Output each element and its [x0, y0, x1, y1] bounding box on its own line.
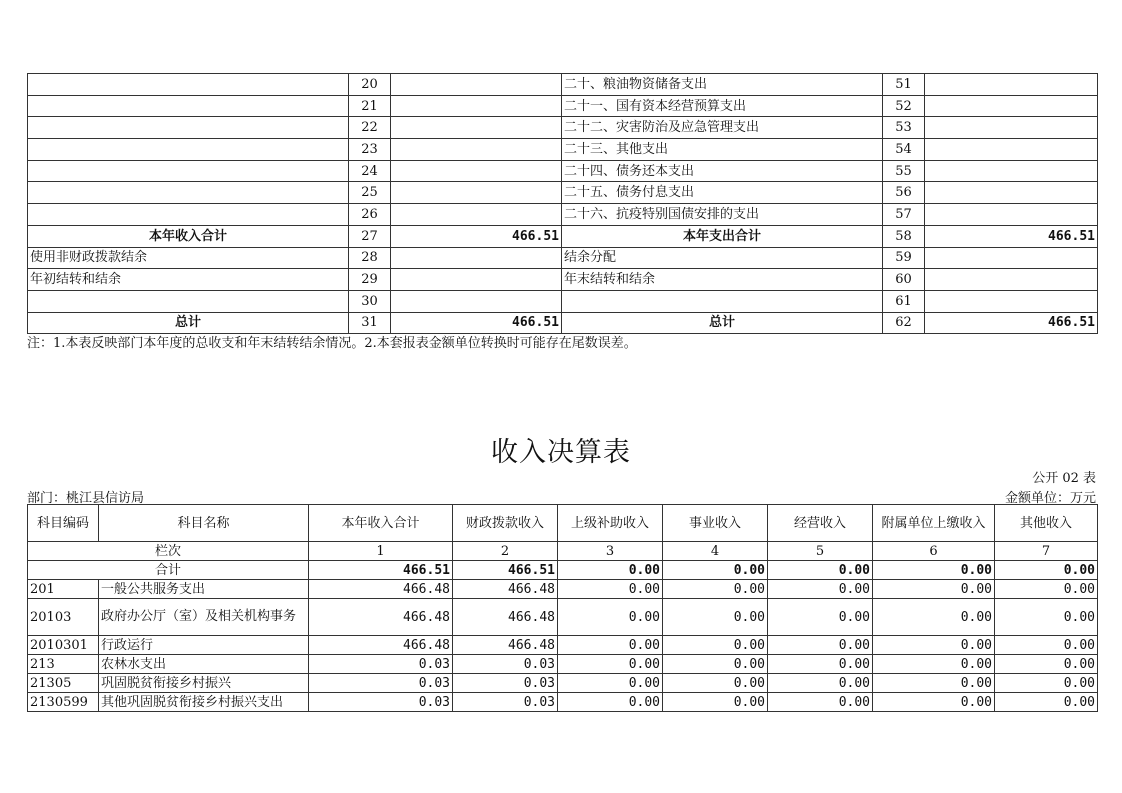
left-amount	[391, 182, 562, 204]
summary-row	[28, 290, 1098, 312]
left-line-no: 31	[349, 312, 391, 334]
amount-cell: 0.00	[873, 580, 995, 599]
subject-name: 巩固脱贫衔接乡村振兴	[99, 674, 309, 693]
left-label	[28, 160, 349, 182]
left-amount	[391, 74, 562, 96]
right-line-no: 51	[883, 74, 925, 96]
right-label: 二十三、其他支出	[562, 139, 883, 161]
column-number: 5	[768, 542, 873, 561]
subject-code: 201	[28, 580, 99, 599]
right-line-no: 62	[883, 312, 925, 334]
amount-cell: 0.00	[663, 580, 768, 599]
right-amount	[925, 139, 1098, 161]
total-label: 合计	[28, 561, 309, 580]
header-row	[28, 505, 1098, 542]
amount-cell: 0.00	[995, 655, 1098, 674]
right-label: 二十一、国有资本经营预算支出	[562, 95, 883, 117]
amount-cell: 466.48	[453, 599, 558, 636]
right-amount	[925, 290, 1098, 312]
left-line-no: 20	[349, 74, 391, 96]
right-line-no: 57	[883, 204, 925, 226]
total-value: 0.00	[995, 561, 1098, 580]
right-label: 二十五、债务付息支出	[562, 182, 883, 204]
left-label	[28, 204, 349, 226]
left-amount	[391, 247, 562, 269]
right-line-no: 61	[883, 290, 925, 312]
left-label: 年初结转和结余	[28, 269, 349, 291]
subject-name: 行政运行	[99, 636, 309, 655]
right-label: 二十六、抗疫特别国债安排的支出	[562, 204, 883, 226]
left-line-no: 26	[349, 204, 391, 226]
amount-cell: 0.00	[663, 693, 768, 712]
column-label: 栏次	[28, 542, 309, 561]
left-amount	[391, 160, 562, 182]
subject-name: 一般公共服务支出	[99, 580, 309, 599]
column-number: 6	[873, 542, 995, 561]
form-code: 公开 02 表	[1032, 471, 1096, 486]
subject-code: 213	[28, 655, 99, 674]
right-line-no: 52	[883, 95, 925, 117]
amount-cell: 0.03	[453, 674, 558, 693]
left-label	[28, 139, 349, 161]
right-line-no: 55	[883, 160, 925, 182]
summary-row	[28, 95, 1098, 117]
amount-cell: 0.03	[453, 655, 558, 674]
subject-code: 2130599	[28, 693, 99, 712]
amount-cell: 0.00	[873, 599, 995, 636]
department-label: 部门：桃江县信访局	[27, 491, 145, 506]
amount-cell: 0.03	[453, 693, 558, 712]
amount-cell: 0.00	[873, 674, 995, 693]
column-header: 科目编码	[28, 505, 99, 542]
right-line-no: 56	[883, 182, 925, 204]
amount-cell: 0.00	[558, 655, 663, 674]
table-note: 注：1.本表反映部门本年度的总收支和年末结转结余情况。2.本套报表金额单位转换时可能存在尾数误差。	[27, 336, 637, 351]
left-line-no: 24	[349, 160, 391, 182]
table-row	[28, 599, 1098, 636]
table-row	[28, 636, 1098, 655]
amount-cell: 0.00	[768, 580, 873, 599]
subject-name: 政府办公厅（室）及相关机构事务	[99, 599, 309, 636]
amount-cell: 0.00	[768, 693, 873, 712]
right-line-no: 54	[883, 139, 925, 161]
amount-cell: 0.00	[995, 636, 1098, 655]
total-value: 0.00	[873, 561, 995, 580]
amount-cell: 0.00	[873, 655, 995, 674]
column-header: 附属单位上缴收入	[873, 505, 995, 542]
table-row	[28, 674, 1098, 693]
left-label	[28, 182, 349, 204]
left-amount	[391, 139, 562, 161]
column-header: 经营收入	[768, 505, 873, 542]
column-header: 上级补助收入	[558, 505, 663, 542]
subject-code: 2010301	[28, 636, 99, 655]
subject-code: 20103	[28, 599, 99, 636]
left-label	[28, 95, 349, 117]
summary-row	[28, 312, 1098, 334]
left-label: 使用非财政拨款结余	[28, 247, 349, 269]
amount-cell: 0.00	[663, 636, 768, 655]
left-amount	[391, 117, 562, 139]
right-line-no: 58	[883, 225, 925, 247]
right-line-no: 59	[883, 247, 925, 269]
left-amount	[391, 204, 562, 226]
total-value: 0.00	[558, 561, 663, 580]
amount-cell: 466.48	[309, 636, 453, 655]
table-row	[28, 655, 1098, 674]
table-row	[28, 693, 1098, 712]
amount-cell: 0.00	[558, 693, 663, 712]
total-value: 0.00	[768, 561, 873, 580]
unit-label: 金额单位：万元	[1004, 491, 1096, 506]
right-label: 总计	[562, 312, 883, 334]
right-line-no: 60	[883, 269, 925, 291]
column-number: 2	[453, 542, 558, 561]
summary-row	[28, 160, 1098, 182]
subject-name: 农林水支出	[99, 655, 309, 674]
column-number-row	[28, 542, 1098, 561]
amount-cell: 466.48	[309, 580, 453, 599]
left-line-no: 27	[349, 225, 391, 247]
left-label	[28, 117, 349, 139]
right-label: 本年支出合计	[562, 225, 883, 247]
left-line-no: 21	[349, 95, 391, 117]
amount-cell: 466.48	[453, 580, 558, 599]
amount-cell: 0.00	[873, 693, 995, 712]
summary-row	[28, 269, 1098, 291]
summary-row	[28, 139, 1098, 161]
left-label: 总计	[28, 312, 349, 334]
left-amount	[391, 269, 562, 291]
amount-cell: 0.00	[558, 636, 663, 655]
column-header: 本年收入合计	[309, 505, 453, 542]
right-amount	[925, 269, 1098, 291]
right-label	[562, 290, 883, 312]
total-value: 466.51	[453, 561, 558, 580]
right-amount	[925, 204, 1098, 226]
right-amount	[925, 247, 1098, 269]
amount-cell: 0.00	[768, 674, 873, 693]
subject-name: 其他巩固脱贫衔接乡村振兴支出	[99, 693, 309, 712]
column-header: 其他收入	[995, 505, 1098, 542]
summary-row	[28, 74, 1098, 96]
right-amount	[925, 160, 1098, 182]
amount-cell: 0.00	[663, 655, 768, 674]
amount-cell: 0.03	[309, 655, 453, 674]
column-number: 4	[663, 542, 768, 561]
right-label: 二十四、债务还本支出	[562, 160, 883, 182]
right-amount	[925, 182, 1098, 204]
amount-cell: 466.48	[309, 599, 453, 636]
right-label: 年末结转和结余	[562, 269, 883, 291]
amount-cell: 0.00	[995, 674, 1098, 693]
right-label: 结余分配	[562, 247, 883, 269]
table-row	[28, 580, 1098, 599]
amount-cell: 0.00	[768, 655, 873, 674]
left-amount: 466.51	[391, 312, 562, 334]
amount-cell: 0.00	[768, 636, 873, 655]
subject-code: 21305	[28, 674, 99, 693]
left-line-no: 30	[349, 290, 391, 312]
summary-row	[28, 117, 1098, 139]
left-amount: 466.51	[391, 225, 562, 247]
summary-row	[28, 204, 1098, 226]
right-label: 二十二、灾害防治及应急管理支出	[562, 117, 883, 139]
amount-cell: 0.00	[558, 599, 663, 636]
total-value: 466.51	[309, 561, 453, 580]
left-line-no: 29	[349, 269, 391, 291]
right-amount	[925, 74, 1098, 96]
left-line-no: 22	[349, 117, 391, 139]
amount-cell: 0.03	[309, 674, 453, 693]
amount-cell: 0.00	[663, 599, 768, 636]
amount-cell: 0.00	[768, 599, 873, 636]
summary-row	[28, 247, 1098, 269]
column-number: 7	[995, 542, 1098, 561]
left-amount	[391, 290, 562, 312]
page-title: 收入决算表	[491, 437, 631, 468]
left-label	[28, 290, 349, 312]
amount-cell: 0.00	[995, 599, 1098, 636]
summary-row	[28, 225, 1098, 247]
left-line-no: 23	[349, 139, 391, 161]
amount-cell: 466.48	[453, 636, 558, 655]
total-row	[28, 561, 1098, 580]
column-number: 1	[309, 542, 453, 561]
right-label: 二十、粮油物资储备支出	[562, 74, 883, 96]
column-header: 事业收入	[663, 505, 768, 542]
amount-cell: 0.00	[663, 674, 768, 693]
left-amount	[391, 95, 562, 117]
summary-row	[28, 182, 1098, 204]
right-amount: 466.51	[925, 312, 1098, 334]
income-table	[27, 504, 1098, 712]
left-label: 本年收入合计	[28, 225, 349, 247]
right-amount	[925, 117, 1098, 139]
right-amount	[925, 95, 1098, 117]
amount-cell: 0.00	[558, 580, 663, 599]
amount-cell: 0.00	[873, 636, 995, 655]
amount-cell: 0.00	[995, 580, 1098, 599]
amount-cell: 0.00	[995, 693, 1098, 712]
summary-table	[27, 73, 1098, 334]
column-header: 科目名称	[99, 505, 309, 542]
left-line-no: 28	[349, 247, 391, 269]
amount-cell: 0.03	[309, 693, 453, 712]
right-line-no: 53	[883, 117, 925, 139]
total-value: 0.00	[663, 561, 768, 580]
column-number: 3	[558, 542, 663, 561]
left-label	[28, 74, 349, 96]
left-line-no: 25	[349, 182, 391, 204]
column-header: 财政拨款收入	[453, 505, 558, 542]
amount-cell: 0.00	[558, 674, 663, 693]
right-amount: 466.51	[925, 225, 1098, 247]
